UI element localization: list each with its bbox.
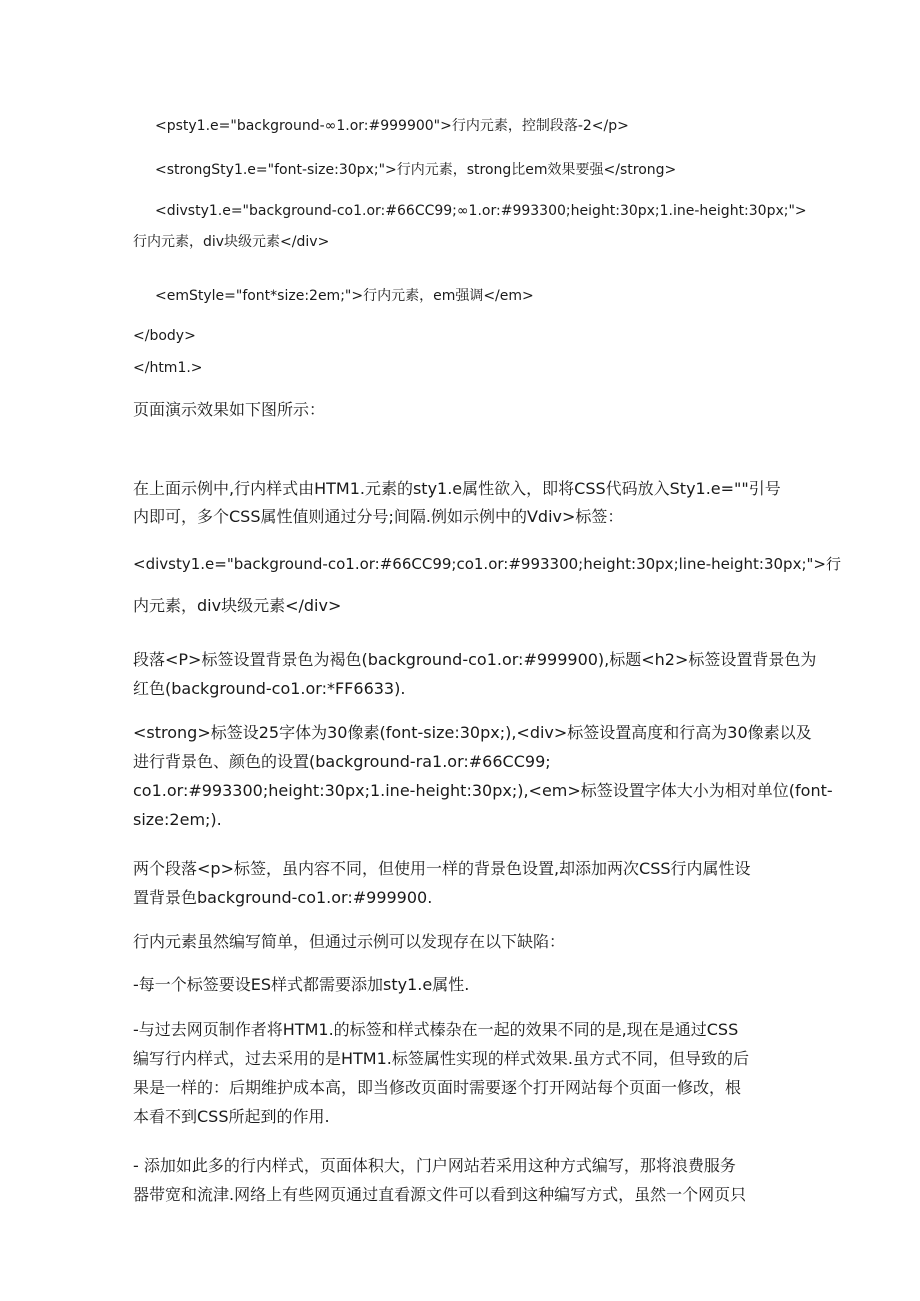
paragraph-line: 行内元素虽然编写简单，但通过示例可以发现存在以下缺陷： [133, 932, 566, 951]
paragraph-line: 红色(background-co1.or:*FF6633). [133, 679, 406, 698]
code-line: 行内元素，div块级元素</div> [133, 234, 330, 250]
paragraph-line: 置背景色background-co1.or:#999900. [133, 888, 433, 907]
code-line: <psty1.e="background-∞1.or:#999900">行内元素，控制段落-2</p> [155, 118, 629, 134]
paragraph-line: 进行背景色、颜色的设置(background-ra1.or:#66CC99; [133, 752, 551, 771]
paragraph-line: <divsty1.e="background-co1.or:#66CC99;co1.or:#993300;height:30px;line-height:30px;">行 [133, 555, 841, 573]
code-line: </body> [133, 328, 196, 344]
code-line: </htm1.> [133, 360, 203, 376]
paragraph-line: <strong>标签设25字体为30像素(font-size:30px;),<div>标签设置高度和行高为30像素以及 [133, 723, 812, 742]
paragraph-line: -每一个标签要设ES样式都需要添加sty1.e属性. [133, 975, 470, 994]
code-line: <divsty1.e="background-co1.or:#66CC99;∞1.or:#993300;height:30px;1.ine-height:30px;"> [155, 203, 807, 219]
paragraph-line: co1.or:#993300;height:30px;1.ine-height:30px;),<em>标签设置字体大小为相对单位(font- [133, 781, 833, 800]
paragraph-line: size:2em;). [133, 810, 222, 829]
code-line: <emStyle="font*size:2em;">行内元素，em强调</em> [155, 288, 534, 304]
paragraph-line: 内元素，div块级元素</div> [133, 596, 342, 615]
paragraph-line: 编写行内样式，过去采用的是HTM1.标签属性实现的样式效果.虽方式不同，但导致的后 [133, 1049, 749, 1068]
paragraph-line: -与过去网页制作者将HTM1.的标签和样式榛杂在一起的效果不同的是,现在是通过CSS [133, 1020, 739, 1039]
paragraph-line: 内即可，多个CSS属性值则通过分号;间隔.例如示例中的Vdiv>标签： [133, 507, 624, 526]
paragraph-line: 本看不到CSS所起到的作用. [133, 1107, 330, 1126]
figure-caption: 页面演示效果如下图所示： [133, 400, 326, 419]
paragraph-line: 段落<P>标签设置背景色为褐色(background-co1.or:#999900),标题<h2>标签设置背景色为 [133, 650, 817, 669]
code-line: <strongSty1.e="font-size:30px;">行内元素，strong比em效果要强</strong> [155, 162, 677, 178]
paragraph-line: 果是一样的：后期维护成本高，即当修改页面时需要逐个打开网站每个页面一修改，根 [133, 1078, 742, 1097]
paragraph-line: 在上面示例中,行内样式由HTM1.元素的sty1.e属性欲入，即将CSS代码放入Sty1.e=""引号 [133, 479, 781, 498]
paragraph-line: 两个段落<p>标签，虽内容不同，但使用一样的背景色设置,却添加两次CSS行内属性设 [133, 859, 751, 878]
paragraph-line: 器带宽和流津.网络上有些网页通过直看源文件可以看到这种编写方式，虽然一个网页只 [133, 1185, 747, 1204]
paragraph-line: - 添加如此多的行内样式，页面体积大，门户网站若采用这种方式编写，那将浪费服务 [133, 1156, 736, 1175]
